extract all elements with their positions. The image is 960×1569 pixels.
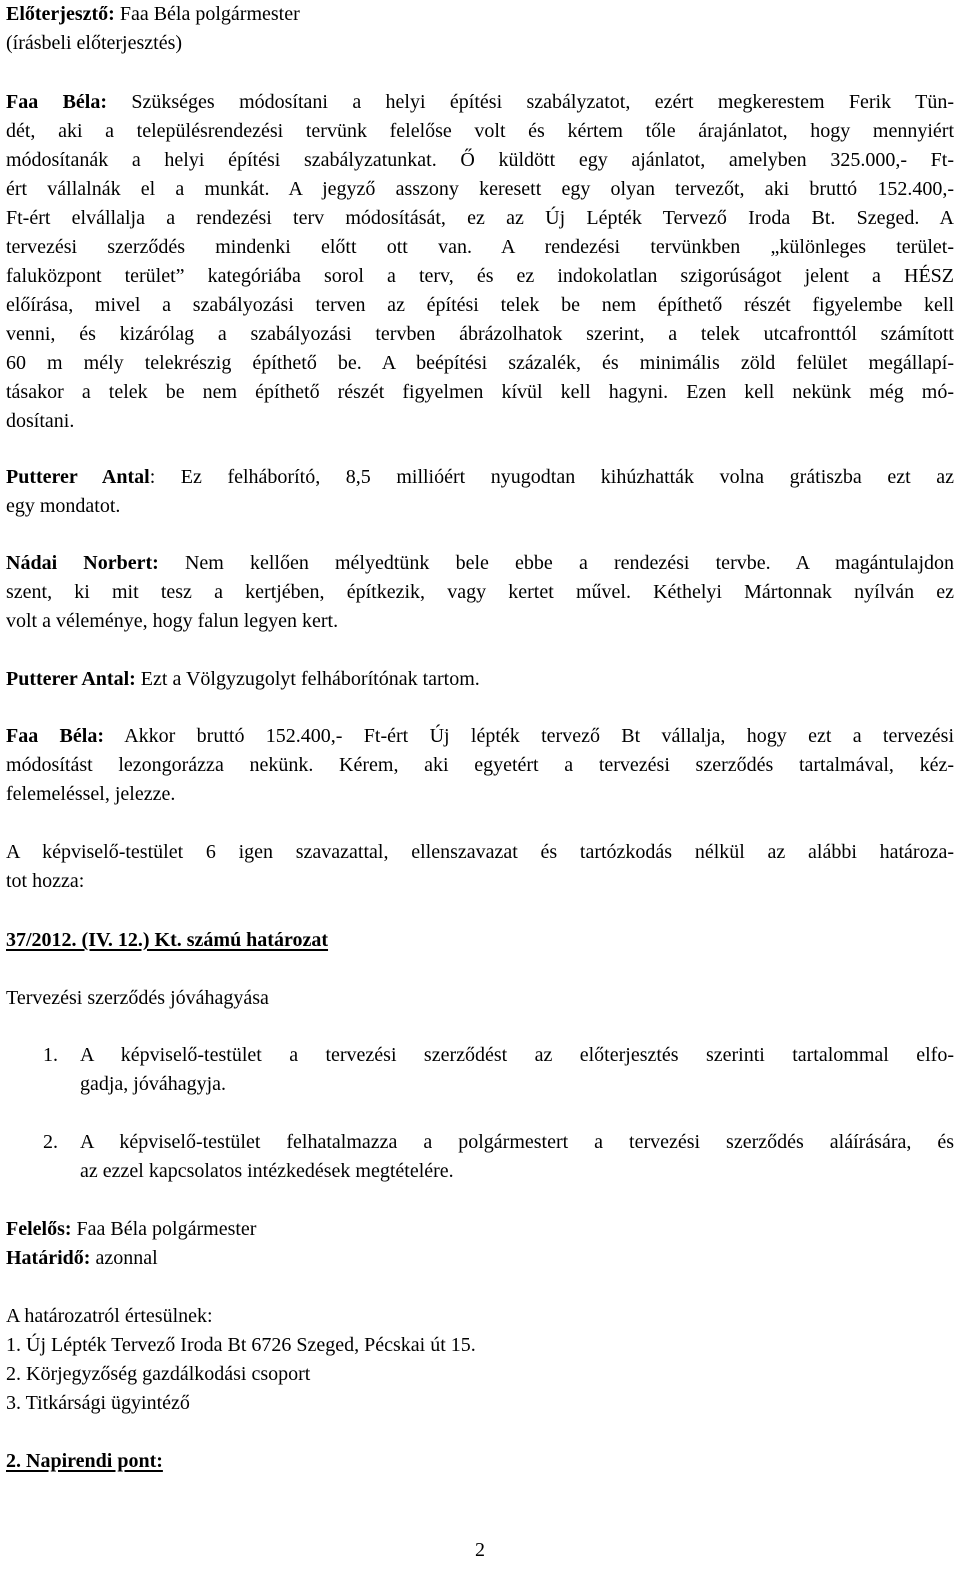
p5-speaker: Faa Béla:: [6, 725, 104, 747]
p1-line-5: Ft-ért elvállalja a rendezési terv módosítását, ez az Új Lépték Tervező Iroda Bt. Szeged. A: [6, 207, 954, 229]
p3-line-1: Nádai Norbert: Nem kellően mélyedtünk bele ebbe a rendezési tervbe. A magántulajdon: [6, 552, 954, 574]
p1-line-7: faluközpont terület” kategóriába sorol a terv, és ez indokolatlan szigorúságot jelent a HÉSZ: [6, 265, 954, 287]
p2-line-2: egy mondatot.: [6, 495, 121, 517]
p1-line-11: tásakor a telek be nem építhető részét figyelmen kívül kell hagyni. Ezen kell nekünk még mó-: [6, 381, 954, 403]
deadline-line: [6, 1244, 158, 1273]
p2-line-1: Putterer Antal: Ez felháborító, 8,5 millióért nyugodtan kihúzhatták volna grátiszba ezt az: [6, 466, 954, 488]
p6-line-2: tot hozza:: [6, 870, 85, 892]
notified-heading: A határozatról értesülnek:: [6, 1305, 213, 1327]
p5-line-2: módosítást lezongorázza nekünk. Kérem, aki egyetért a tervezési szerződés tartalmával, kéz-: [6, 754, 954, 776]
resolution-item-1-line-2: gadja, jóváhagyja.: [80, 1073, 227, 1095]
resolution-item-2-line-2: az ezzel kapcsolatos intézkedések megtételére.: [80, 1160, 454, 1182]
resolution-item-2-num: 2.: [43, 1131, 58, 1153]
p1-line-3: módosítanák a helyi építési szabályzatunkat. Ő küldött egy ajánlatot, amelyben 325.000,- Ft-: [6, 149, 954, 171]
p1-line-4: ért vállalnák el a munkát. A jegyző asszony keresett egy olyan tervezőt, aki bruttó 152.400,-: [6, 178, 954, 200]
p1-line-12: dosítani.: [6, 410, 75, 432]
p5-line-3: felemeléssel, jelezze.: [6, 783, 176, 805]
resolution-item-1-line-1: A képviselő-testület a tervezési szerződést az előterjesztés szerinti tartalommal elfo-: [80, 1044, 954, 1066]
p3-line-2: szent, ki mit tesz a kertjében, építkezik, vagy kertet művel. Kéthelyi Mártonnak nyílván ez: [6, 581, 954, 603]
responsible-line: [6, 1215, 256, 1244]
notified-item-1: 1. Új Lépték Tervező Iroda Bt 6726 Szeged, Pécskai út 15.: [6, 1334, 476, 1356]
p1-line-8: előírása, mivel a szabályozási terven az építési telek be nem építhető részét figyelembe kell: [6, 294, 954, 316]
p4-line-1: Putterer Antal: Ezt a Völgyzugolyt felháborítónak tartom.: [6, 668, 480, 690]
responsible-value: Faa Béla polgármester: [71, 1218, 257, 1240]
p1-speaker: Faa Béla:: [6, 91, 108, 113]
deadline-label: Határidő:: [6, 1247, 91, 1269]
p5-line-1: Faa Béla: Akkor bruttó 152.400,- Ft-ért Új lépték tervező Bt vállalja, hogy ezt a tervezési: [6, 725, 954, 747]
p1-line-2: dét, aki a településrendezési tervünk felelőse volt és kértem tőle árajánlatot, hogy mennyiért: [6, 120, 954, 142]
presenter-name: Faa Béla polgármester: [114, 3, 300, 25]
notified-item-3: 3. Titkársági ügyintéző: [6, 1392, 190, 1414]
p1-line-1: Faa Béla: Szükséges módosítani a helyi építési szabályzatot, ezért megkerestem Ferik Tün-: [6, 91, 954, 113]
presentation-type: (írásbeli előterjesztés): [6, 32, 183, 54]
resolution-item-1-num: 1.: [43, 1044, 58, 1066]
p3-speaker: Nádai Norbert:: [6, 552, 159, 574]
agenda-heading: 2. Napirendi pont:: [6, 1450, 163, 1472]
presenter-line: [6, 0, 300, 29]
resolution-number: 37/2012. (IV. 12.) Kt. számú határozat: [6, 929, 329, 951]
responsible-label: Felelős:: [6, 1218, 72, 1240]
deadline-value: azonnal: [90, 1247, 158, 1269]
p4-speaker: Putterer Antal:: [6, 668, 136, 690]
presenter-label: Előterjesztő:: [6, 3, 115, 25]
notified-item-2: 2. Körjegyzőség gazdálkodási csoport: [6, 1363, 311, 1385]
p3-line-3: volt a véleménye, hogy falun legyen kert.: [6, 610, 339, 632]
p2-speaker: Putterer Antal: [6, 466, 150, 488]
page-number: 2: [475, 1539, 485, 1561]
resolution-item-2-line-1: A képviselő-testület felhatalmazza a polgármestert a tervezési szerződés aláírására, és: [80, 1131, 954, 1153]
p1-line-9: venni, és kizárólag a szabályozási tervben ábrázolhatok szerint, a telek utcafronttól számított: [6, 323, 954, 345]
p1-line-10: 60 m mély telekrészig építhető be. A beépítési százalék, és minimális zöld felület megállapí-: [6, 352, 954, 374]
p1-line-6: tervezési szerződés mindenki előtt ott van. A rendezési tervünkben „különleges terület-: [6, 236, 954, 258]
resolution-subject: Tervezési szerződés jóváhagyása: [6, 987, 269, 1009]
p6-line-1: A képviselő-testület 6 igen szavazattal, ellenszavazat és tartózkodás nélkül az alábbi határoza-: [6, 841, 954, 863]
